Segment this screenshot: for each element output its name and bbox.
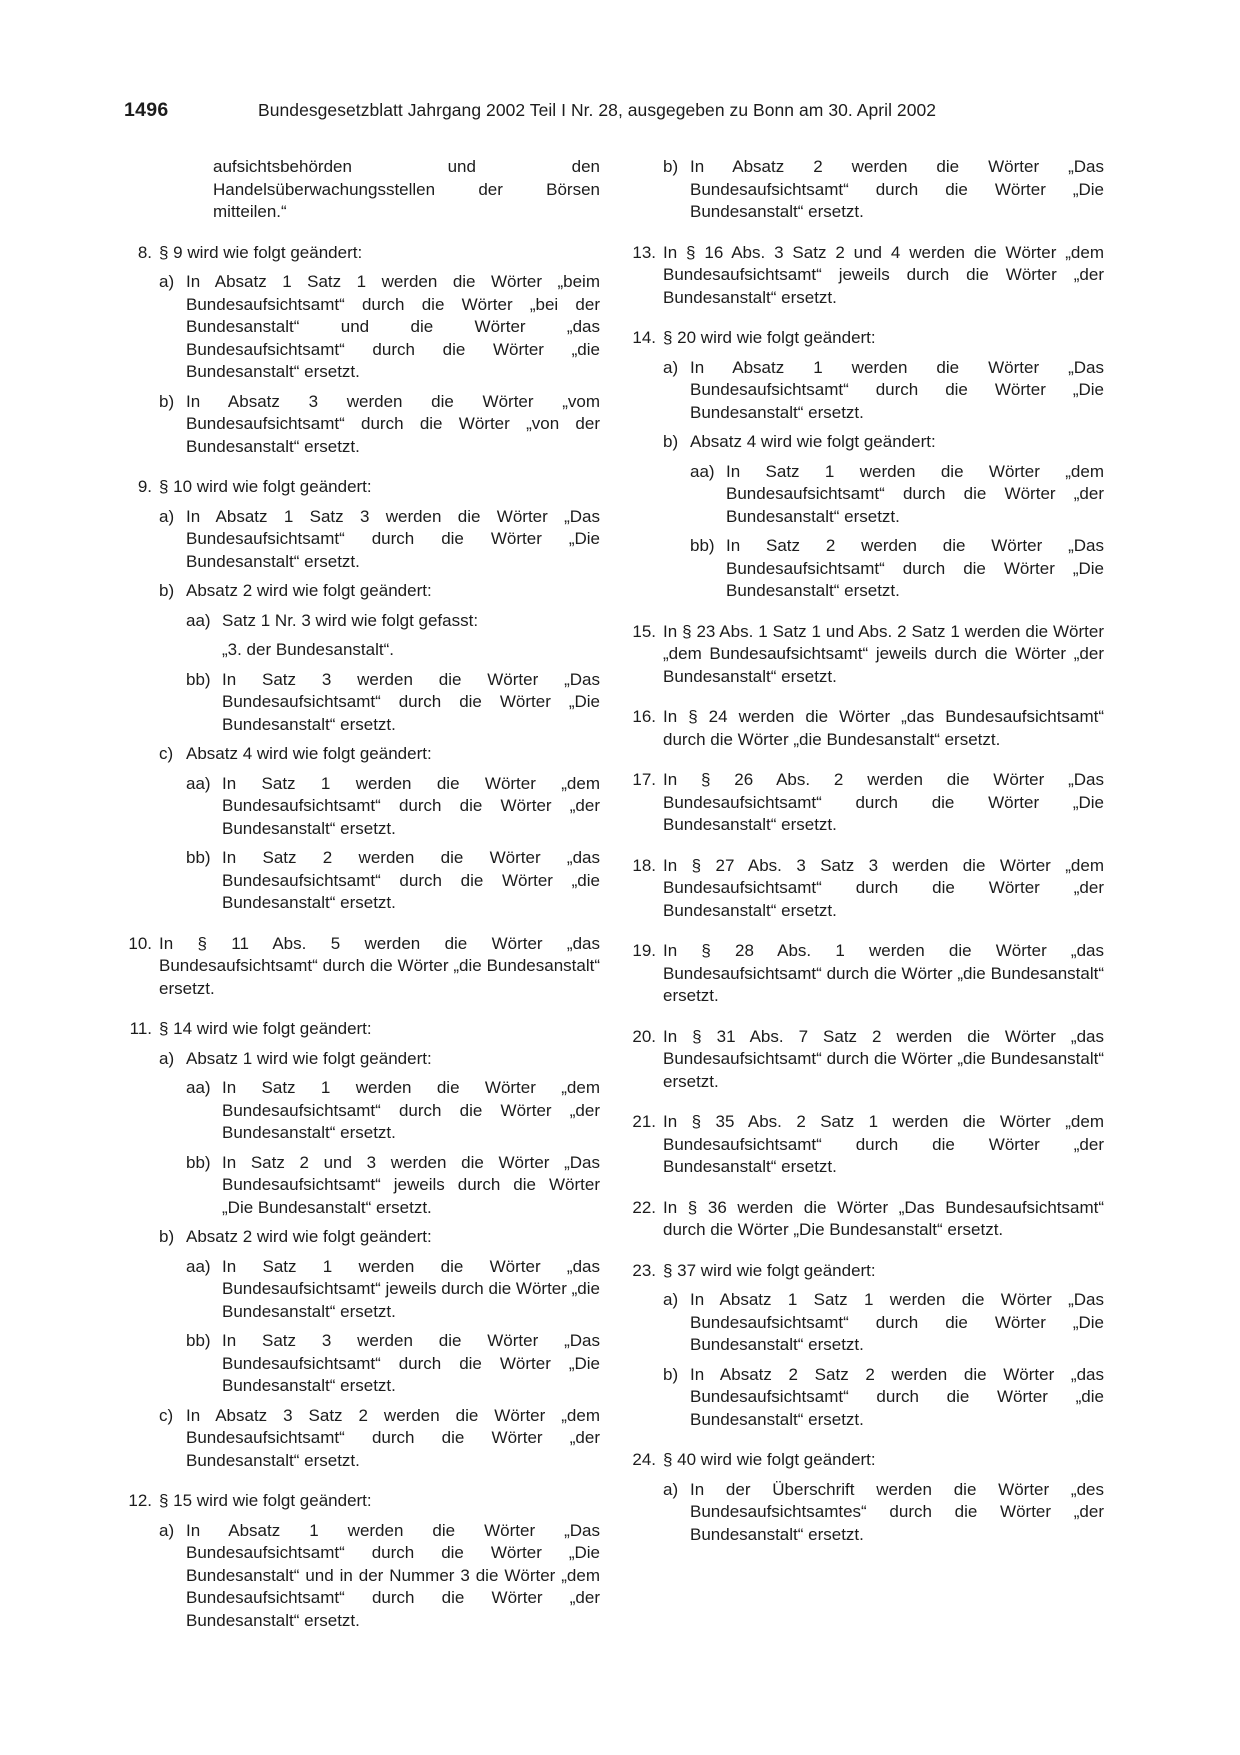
sub-label: b) [663, 432, 679, 451]
sub-label: a) [663, 1290, 679, 1309]
sub-label: c) [159, 744, 174, 763]
item-number: 10. [128, 933, 152, 953]
item-number: 15. [632, 621, 656, 641]
list-item-11 [124, 1018, 600, 1041]
subsub-text: In Satz 2 werden die Wörter „das Bundesaufsichtsamt“ durch die Wörter „die Bundesanstalt“ ersetzt. [222, 848, 600, 912]
list-item-9 [124, 476, 600, 499]
sub-text: In Absatz 1 Satz 1 werden die Wörter „Das Bundesaufsichtsamt“ durch die Wörter „Die Bundesanstalt“ ersetzt. [690, 1290, 1104, 1354]
item-text: § 14 wird wie folgt geändert: [159, 1019, 372, 1038]
sub-label: b) [159, 1227, 175, 1246]
list-item-10 [124, 933, 600, 1001]
sub-text: In Absatz 3 Satz 2 werden die Wörter „dem Bundesaufsichtsamt“ durch die Wörter „der Bundesanstalt“ ersetzt. [186, 1405, 600, 1470]
subsub-label: bb) [186, 1152, 211, 1172]
list-item-21 [628, 1111, 1104, 1179]
quoted-text: „3. der Bundesanstalt“. [222, 640, 394, 659]
sub-text: In der Überschrift werden die Wörter „des Bundesaufsichtsamtes“ durch die Wörter „der Bundesanstalt“ ersetzt. [690, 1479, 1104, 1544]
sub-item [159, 743, 600, 766]
sub-item [159, 391, 600, 459]
item-text: In § 16 Abs. 3 Satz 2 und 4 werden die Wörter „dem Bundesaufsichtsamt“ jeweils durch die Wörter „der Bundesanstalt“ ersetzt. [663, 242, 1104, 307]
subsub-item [690, 535, 1104, 603]
list-item-18 [628, 855, 1104, 923]
item-number: 13. [632, 242, 656, 262]
item-number: 21. [632, 1112, 656, 1131]
page-header [124, 99, 1116, 129]
subsub-item [186, 773, 600, 841]
left-column [124, 156, 600, 1632]
subsub-item [186, 1330, 600, 1398]
sub-label: a) [159, 1520, 175, 1540]
sub-item [159, 506, 600, 574]
sub-text: Absatz 4 wird wie folgt geändert: [690, 432, 936, 451]
subsub-item [186, 1152, 600, 1220]
sub-item [663, 156, 1104, 224]
item-text: § 37 wird wie folgt geändert: [663, 1260, 876, 1280]
item-text: In § 31 Abs. 7 Satz 2 werden die Wörter „das Bundesaufsichtsamt“ durch die Wörter „die Bundesanstalt“ ersetzt. [663, 1026, 1104, 1091]
subsub-text: In Satz 2 und 3 werden die Wörter „Das Bundesaufsichtsamt“ jeweils durch die Wörter „Die Bundesanstalt“ ersetzt. [222, 1152, 600, 1217]
sub-text: Absatz 4 wird wie folgt geändert: [186, 744, 432, 763]
subsub-item [186, 1077, 600, 1145]
sub-item [663, 1479, 1104, 1547]
subsub-label: bb) [186, 1331, 211, 1350]
sub-item [663, 357, 1104, 425]
sub-text: In Absatz 3 werden die Wörter „vom Bundesaufsichtsamt“ durch die Wörter „von der Bundesanstalt“ ersetzt. [186, 391, 600, 456]
subsub-label: bb) [186, 669, 211, 689]
list-item-16 [628, 706, 1104, 751]
subsub-label: aa) [186, 1256, 211, 1276]
subsub-item [690, 461, 1104, 529]
item-text: In § 36 werden die Wörter „Das Bundesaufsichtsamt“ durch die Wörter „Die Bundesanstalt“ ersetzt. [663, 1197, 1104, 1239]
item-number: 24. [632, 1450, 656, 1469]
item-text: § 40 wird wie folgt geändert: [663, 1450, 876, 1469]
item-text: § 15 wird wie folgt geändert: [159, 1491, 372, 1510]
sub-text: In Absatz 1 werden die Wörter „Das Bundesaufsichtsamt“ durch die Wörter „Die Bundesanstalt“ und in der Nummer 3 die Wörter „dem Bundesaufsichtsamt“ durch die Wörter „der Bundesanstalt“ ersetzt. [186, 1520, 600, 1630]
item-number: 16. [632, 707, 656, 726]
sub-text: In Absatz 2 werden die Wörter „Das Bundesaufsichtsamt“ durch die Wörter „Die Bundesanstalt“ ersetzt. [690, 157, 1104, 221]
list-item-14 [628, 327, 1104, 350]
item-text: § 10 wird wie folgt geändert: [159, 477, 372, 496]
item-number: 23. [632, 1260, 656, 1280]
sub-item [663, 431, 1104, 454]
subsub-text: In Satz 1 werden die Wörter „dem Bundesaufsichtsamt“ durch die Wörter „der Bundesanstalt“ ersetzt. [222, 773, 600, 838]
sub-item [159, 1520, 600, 1633]
sub-label: c) [159, 1405, 174, 1425]
sub-label: a) [663, 357, 679, 377]
subsub-text: In Satz 1 werden die Wörter „dem Bundesaufsichtsamt“ durch die Wörter „der Bundesanstalt“ ersetzt. [726, 461, 1104, 526]
list-item-17 [628, 769, 1104, 837]
list-item-20 [628, 1026, 1104, 1094]
subsub-text: In Satz 3 werden die Wörter „Das Bundesaufsichtsamt“ durch die Wörter „Die Bundesanstalt“ ersetzt. [222, 1331, 600, 1395]
sub-label: b) [663, 157, 679, 176]
subsub-item [186, 847, 600, 915]
item-number: 14. [632, 328, 656, 347]
list-item-23 [628, 1260, 1104, 1283]
subsub-text: In Satz 1 werden die Wörter „das Bundesaufsichtsamt“ jeweils durch die Wörter „die Bundesanstalt“ ersetzt. [222, 1256, 600, 1321]
sub-text: Absatz 1 wird wie folgt geändert: [186, 1048, 432, 1068]
item-number: 20. [632, 1026, 656, 1046]
subsub-text: In Satz 2 werden die Wörter „Das Bundesaufsichtsamt“ durch die Wörter „Die Bundesanstalt“ ersetzt. [726, 536, 1104, 600]
list-item-24 [628, 1449, 1104, 1472]
sub-text: In Absatz 1 Satz 3 werden die Wörter „Das Bundesaufsichtsamt“ durch die Wörter „Die Bundesanstalt“ ersetzt. [186, 506, 600, 571]
sub-text: Absatz 2 wird wie folgt geändert: [186, 581, 432, 600]
subsub-text: In Satz 1 werden die Wörter „dem Bundesaufsichtsamt“ durch die Wörter „der Bundesanstalt“ ersetzt. [222, 1078, 600, 1142]
sub-text: In Absatz 1 Satz 1 werden die Wörter „beim Bundesaufsichtsamt“ durch die Wörter „bei der Bundesanstalt“ und die Wörter „das Bundesaufsichtsamt“ durch die Wörter „die Bundesanstalt“ ersetzt. [186, 272, 600, 381]
item-text: In § 28 Abs. 1 werden die Wörter „das Bundesaufsichtsamt“ durch die Wörter „die Bundesanstalt“ ersetzt. [663, 941, 1104, 1005]
sub-text: Absatz 2 wird wie folgt geändert: [186, 1227, 432, 1246]
subsub-item [186, 1256, 600, 1324]
list-item-22 [628, 1197, 1104, 1242]
sub-item [663, 1289, 1104, 1357]
item-text: § 20 wird wie folgt geändert: [663, 328, 876, 347]
sub-label: b) [159, 581, 175, 600]
sub-label: a) [159, 1048, 175, 1068]
item-number: 11. [129, 1019, 152, 1038]
subsub-item [186, 610, 600, 633]
sub-label: b) [663, 1364, 679, 1384]
item-number: 12. [128, 1491, 152, 1510]
sub-item [159, 271, 600, 384]
subsub-label: aa) [186, 610, 211, 630]
item-number: 22. [632, 1197, 656, 1217]
sub-item [159, 1226, 600, 1249]
list-item-13 [628, 242, 1104, 310]
page-number: 1496 [124, 99, 169, 121]
list-item-12 [124, 1490, 600, 1513]
item-number: 9. [137, 477, 152, 496]
subsub-label: aa) [690, 461, 715, 481]
sub-item [159, 580, 600, 603]
subsub-item [186, 669, 600, 737]
sub-label: b) [159, 391, 175, 411]
subsub-label: aa) [186, 773, 211, 793]
sub-label: a) [663, 1479, 679, 1499]
running-head: Bundesgesetzblatt Jahrgang 2002 Teil I Nr. 28, ausgegeben zu Bonn am 30. April 2002 [258, 100, 937, 120]
sub-label: a) [159, 272, 175, 291]
subsub-label: bb) [690, 536, 715, 555]
item-text: In § 23 Abs. 1 Satz 1 und Abs. 2 Satz 1 werden die Wörter „dem Bundesaufsichtsamt“ jeweils durch die Wörter „der Bundesanstalt“ ersetzt. [663, 621, 1104, 686]
sub-text: In Absatz 2 Satz 2 werden die Wörter „das Bundesaufsichtsamt“ durch die Wörter „die Bundesanstalt“ ersetzt. [690, 1364, 1104, 1429]
item-number: 8. [137, 242, 152, 262]
item-text: In § 26 Abs. 2 werden die Wörter „Das Bundesaufsichtsamt“ durch die Wörter „Die Bundesanstalt“ ersetzt. [663, 770, 1104, 834]
sub-item [159, 1048, 600, 1071]
item-text: In § 11 Abs. 5 werden die Wörter „das Bundesaufsichtsamt“ durch die Wörter „die Bundesanstalt“ ersetzt. [159, 933, 600, 998]
subsub-text: Satz 1 Nr. 3 wird wie folgt gefasst: [222, 610, 479, 630]
subsub-label: aa) [186, 1078, 211, 1097]
item-text: In § 24 werden die Wörter „das Bundesaufsichtsamt“ durch die Wörter „die Bundesanstalt“ ersetzt. [663, 707, 1104, 749]
sub-text: In Absatz 1 werden die Wörter „Das Bundesaufsichtsamt“ durch die Wörter „Die Bundesanstalt“ ersetzt. [690, 357, 1104, 422]
item-number: 19. [632, 941, 656, 960]
sub-item [159, 1405, 600, 1473]
sub-label: a) [159, 506, 175, 526]
subsub-text: In Satz 3 werden die Wörter „Das Bundesaufsichtsamt“ durch die Wörter „Die Bundesanstalt“ ersetzt. [222, 669, 600, 734]
right-column [628, 156, 1104, 1546]
list-item-8 [124, 242, 600, 265]
continuation-text: aufsichtsbehörden und den Handelsüberwachungsstellen der Börsen mitteilen.“ [213, 157, 600, 221]
list-item-15 [628, 621, 1104, 689]
subsub-label: bb) [186, 848, 211, 867]
item-text: In § 27 Abs. 3 Satz 3 werden die Wörter „dem Bundesaufsichtsamt“ durch die Wörter „der Bundesanstalt“ ersetzt. [663, 855, 1104, 920]
sub-item [663, 1364, 1104, 1432]
list-item-19 [628, 940, 1104, 1008]
item-text: § 9 wird wie folgt geändert: [159, 242, 363, 262]
item-number: 17. [632, 770, 656, 789]
item-text: In § 35 Abs. 2 Satz 1 werden die Wörter „dem Bundesaufsichtsamt“ durch die Wörter „der Bundesanstalt“ ersetzt. [663, 1112, 1104, 1176]
item-number: 18. [632, 855, 656, 875]
